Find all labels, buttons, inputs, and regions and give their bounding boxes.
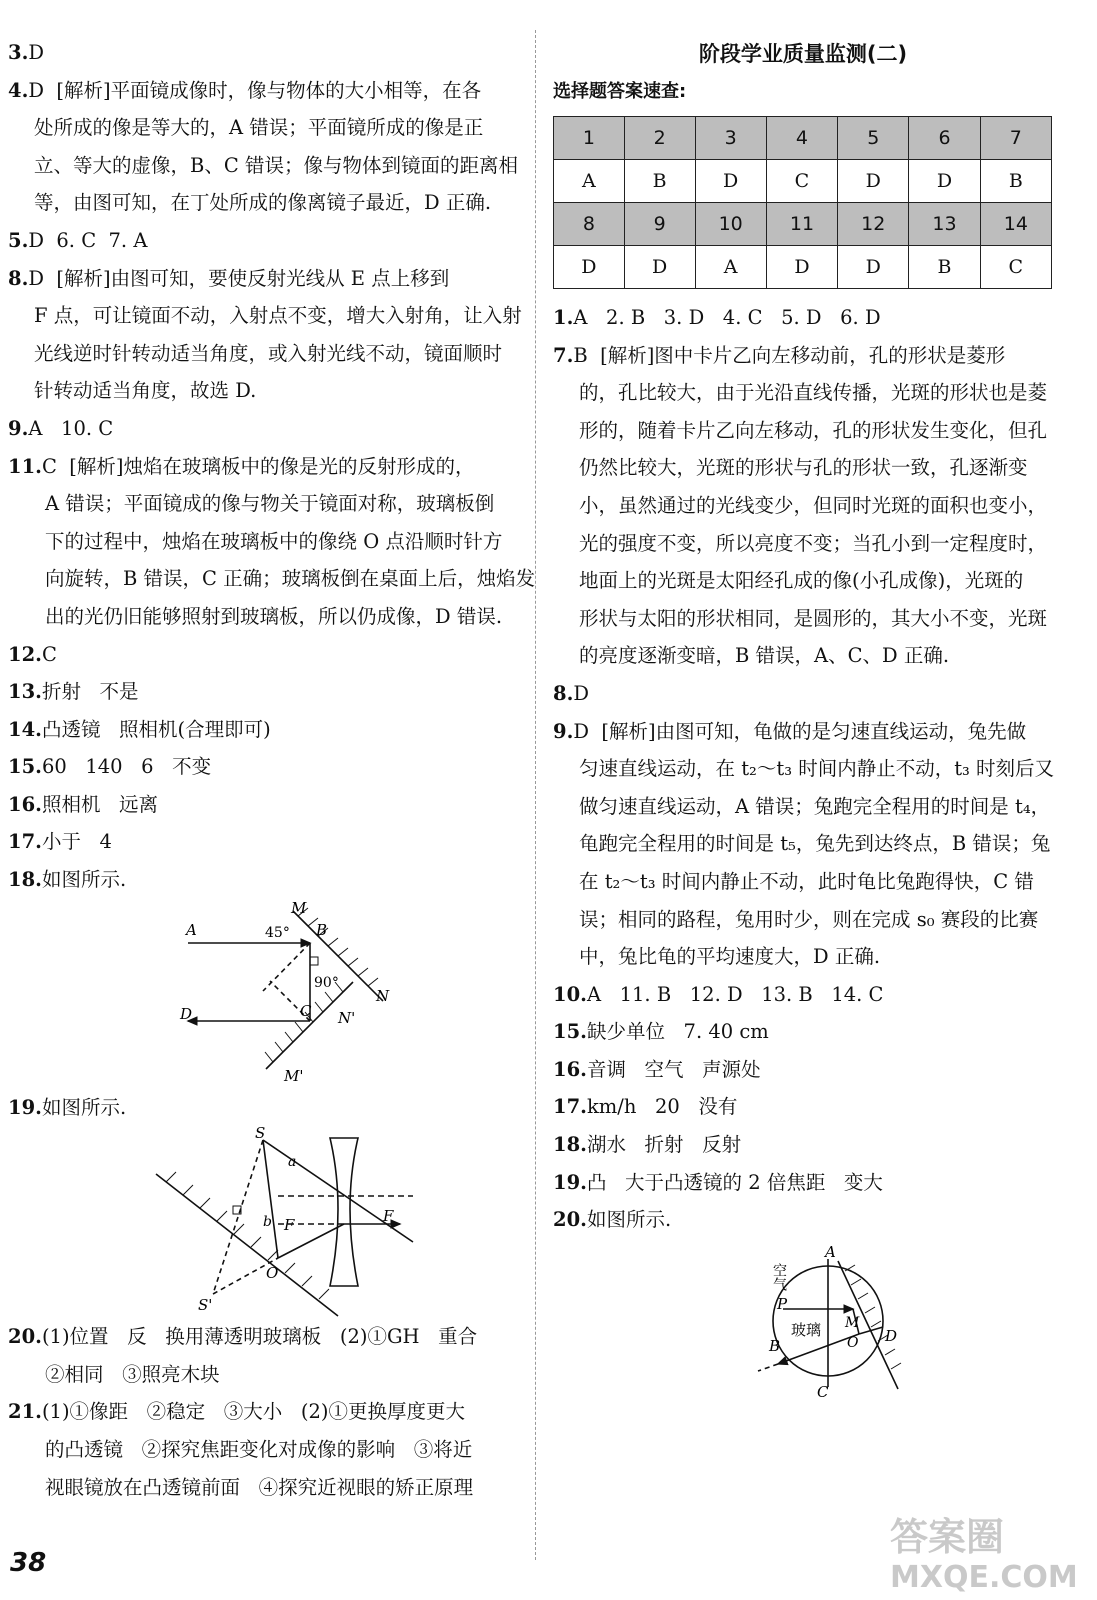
answer-text: (1)①像距 ②稳定 ③大小 (2)①更换厚度更大 xyxy=(41,1400,465,1424)
answer-text: D 6. C 7. A xyxy=(28,228,148,252)
answer-text: 形的，随着卡片乙向左移动，孔的形状发生变化，但孔 xyxy=(579,418,1048,442)
answer-text: C xyxy=(41,642,57,666)
label-F-right: F xyxy=(383,1207,394,1226)
answer-line xyxy=(553,637,1053,675)
page-number: 38 xyxy=(10,1548,47,1578)
question-number: 9. xyxy=(8,416,29,440)
table-cell: D xyxy=(695,160,766,203)
answer-text: 折射 不是 xyxy=(41,680,139,704)
answer-line xyxy=(553,675,1053,713)
table-cell: 1 xyxy=(554,117,625,160)
answer-text: km/h 20 没有 xyxy=(586,1095,738,1119)
table-cell: C xyxy=(980,246,1051,289)
answer-line xyxy=(553,863,1053,901)
answer-text: 匀速直线运动，在 t₂～t₃ 时间内静止不动，t₃ 时刻后又 xyxy=(579,757,1055,781)
question-number: 20. xyxy=(553,1208,587,1232)
answer-text: 出的光仍旧能够照射到玻璃板，所以仍成像，D 错误. xyxy=(45,604,503,628)
answer-text: 光线逆时针转动适当角度，或入射光线不动，镜面顺时 xyxy=(34,341,503,365)
figure-20 xyxy=(553,1239,1053,1399)
answer-text: A 错误；平面镜成的像与物关于镜面对称，玻璃板倒 xyxy=(45,492,495,516)
answer-line xyxy=(553,600,1053,638)
question-number: 5. xyxy=(8,228,29,252)
answer-line xyxy=(553,1051,1053,1089)
label-D: D xyxy=(180,1004,193,1023)
table-row-answers-1 xyxy=(554,160,1052,203)
answer-text: D [解析]由图可知，龟做的是匀速直线运动，兔先做 xyxy=(573,719,1027,743)
answer-line xyxy=(553,788,1053,826)
table-cell: 14 xyxy=(980,203,1051,246)
figure-19 xyxy=(8,1126,523,1318)
table-cell: 6 xyxy=(909,117,980,160)
label-M: M xyxy=(291,898,307,917)
answer-text: B [解析]图中卡片乙向左移动前，孔的形状是菱形 xyxy=(573,343,1006,367)
label-A: A xyxy=(186,920,197,939)
question-number: 7. xyxy=(553,343,574,367)
answer-line xyxy=(553,374,1053,412)
table-cell: A xyxy=(695,246,766,289)
answer-text: 如图所示. xyxy=(41,1095,127,1119)
answer-text: 误；相同的路程，兔用时少，则在完成 s₀ 赛段的比赛 xyxy=(579,907,1039,931)
table-cell: B xyxy=(980,160,1051,203)
label-A: A xyxy=(825,1242,836,1261)
answer-line xyxy=(553,938,1053,976)
refraction-diagram xyxy=(553,1239,1053,1399)
answer-text: D xyxy=(28,41,44,64)
answer-line xyxy=(553,337,1053,375)
answer-line xyxy=(8,222,523,260)
label-C: C xyxy=(817,1382,829,1399)
answer-text: 如图所示. xyxy=(41,868,127,892)
table-cell: D xyxy=(554,246,625,289)
label-F-left: F xyxy=(284,1216,295,1235)
question-number: 15. xyxy=(8,755,42,779)
right-answer-list xyxy=(553,299,1053,1239)
answer-line xyxy=(553,976,1053,1014)
label-P: P xyxy=(777,1294,788,1313)
answer-line xyxy=(553,1013,1053,1051)
question-number: 18. xyxy=(8,868,42,892)
table-cell: 2 xyxy=(624,117,695,160)
column-divider xyxy=(535,30,536,1560)
answer-line xyxy=(553,713,1053,751)
answer-text: 处所成的像是等大的，A 错误；平面镜所成的像是正 xyxy=(34,116,484,140)
answer-line xyxy=(8,147,523,185)
label-D: D xyxy=(885,1326,898,1345)
answer-line xyxy=(8,823,523,861)
table-cell: 3 xyxy=(695,117,766,160)
answer-line xyxy=(8,598,523,636)
answer-text: 等，由图可知，在丁处所成的像离镜子最近，D 正确. xyxy=(34,191,492,215)
label-C: C xyxy=(300,1001,312,1020)
answer-text: ②相同 ③照亮木块 xyxy=(45,1362,220,1386)
question-number: 11. xyxy=(8,454,42,478)
answer-text: A 2. B 3. D 4. C 5. D 6. D xyxy=(573,306,881,329)
answer-text: D [解析]平面镜成像时，像与物体的大小相等，在各 xyxy=(28,78,482,102)
answer-line xyxy=(553,449,1053,487)
question-number: 16. xyxy=(8,792,42,816)
label-angle90: 90° xyxy=(314,974,339,991)
label-glass: 玻璃 xyxy=(791,1320,822,1339)
answer-line xyxy=(8,34,523,72)
answer-text: 做匀速直线运动，A 错误；兔跑完全程用的时间是 t₄， xyxy=(579,794,1051,818)
answer-text: 向旋转，B 错误，C 正确；玻璃板倒在桌面上后，烛焰发 xyxy=(45,567,536,591)
answer-line xyxy=(8,109,523,147)
question-number: 4. xyxy=(8,78,29,102)
answer-line xyxy=(553,1126,1053,1164)
table-cell: 11 xyxy=(766,203,837,246)
answer-text: (1)位置 反 换用薄透明玻璃板 (2)①GH 重合 xyxy=(41,1325,478,1349)
answer-line xyxy=(8,1318,523,1356)
right-column xyxy=(553,34,1053,1399)
svg-text:答案圈: 答案圈 xyxy=(890,1515,1005,1559)
table-row-numbers-1 xyxy=(554,117,1052,160)
question-number: 14. xyxy=(8,717,42,741)
answer-text: F 点，可让镜面不动，入射点不变，增大入射角，让入射 xyxy=(34,304,522,328)
table-cell: 13 xyxy=(909,203,980,246)
question-number: 19. xyxy=(553,1170,587,1194)
question-number: 17. xyxy=(8,830,42,854)
answer-line xyxy=(8,1089,523,1127)
figure-18 xyxy=(8,899,523,1089)
answer-line xyxy=(8,560,536,598)
answer-text: D [解析]由图可知，要使反射光线从 E 点上移到 xyxy=(28,266,450,290)
answer-line xyxy=(553,525,1053,563)
answer-line xyxy=(8,260,523,298)
label-N: N xyxy=(376,986,390,1005)
answer-line xyxy=(553,901,1053,939)
svg-text:MXQE.COM: MXQE.COM xyxy=(890,1560,1078,1595)
label-M-prime: M' xyxy=(284,1066,304,1085)
answer-text: A 11. B 12. D 13. B 14. C xyxy=(586,982,884,1006)
answer-line xyxy=(553,1201,1053,1239)
table-cell: B xyxy=(624,160,695,203)
question-number: 1. xyxy=(553,306,574,329)
question-number: 20. xyxy=(8,1325,42,1349)
answer-text: 视眼镜放在凸透镜前面 ④探究近视眼的矫正原理 xyxy=(45,1475,474,1499)
table-cell: D xyxy=(838,246,909,289)
answer-text: 凸透镜 照相机(合理即可) xyxy=(41,717,271,741)
table-cell: 5 xyxy=(838,117,909,160)
label-air: 空气 xyxy=(771,1262,787,1291)
answer-line xyxy=(8,523,523,561)
watermark-logo xyxy=(880,1505,1090,1595)
answer-line xyxy=(8,297,523,335)
answer-text: 中，兔比龟的平均速度大，D 正确. xyxy=(579,945,881,969)
answer-text: 立、等大的虚像，B、C 错误；像与物体到镜面的距离相 xyxy=(34,153,518,177)
answer-text: 小，虽然通过的光线变少，但同时光斑的面积也变小， xyxy=(579,493,1048,517)
answer-text: 的凸透镜 ②探究焦距变化对成像的影响 ③将近 xyxy=(45,1438,473,1462)
table-cell: 4 xyxy=(766,117,837,160)
answer-text: 的亮度逐渐变暗，B 错误，A、C、D 正确. xyxy=(579,644,950,668)
answer-text: 形状与太阳的形状相同，是圆形的，其大小不变，光斑 xyxy=(579,606,1048,630)
answer-text: 在 t₂～t₃ 时间内静止不动，此时龟比兔跑得快，C 错 xyxy=(579,869,1034,893)
answer-text: 光的强度不变，所以亮度不变；当孔小到一定程度时， xyxy=(579,531,1048,555)
answer-line xyxy=(8,786,523,824)
answer-line xyxy=(8,1393,523,1431)
table-cell: C xyxy=(766,160,837,203)
label-O: O xyxy=(266,1264,279,1283)
answer-text: 音调 空气 声源处 xyxy=(586,1057,761,1081)
answer-text: 的，孔比较大，由于光沿直线传播，光斑的形状也是菱 xyxy=(579,381,1048,405)
answer-text: 缺少单位 7. 40 cm xyxy=(586,1020,769,1044)
answer-line xyxy=(8,184,523,222)
answer-text: C [解析]烛焰在玻璃板中的像是光的反射形成的， xyxy=(41,454,475,478)
table-cell: 8 xyxy=(554,203,625,246)
label-N-prime: N' xyxy=(338,1008,356,1027)
answer-text: 地面上的光斑是太阳经孔成的像(小孔成像)，光斑的 xyxy=(579,569,1024,593)
section-title: 阶段学业质量监测(二) xyxy=(698,42,908,66)
answer-text: 凸 大于凸透镜的 2 倍焦距 变大 xyxy=(586,1170,883,1194)
answer-text: A 10. C xyxy=(28,416,114,440)
answer-line xyxy=(553,1164,1053,1202)
answer-line xyxy=(8,372,523,410)
answer-text: 针转动适当角度，故选 D. xyxy=(34,379,257,403)
answer-line xyxy=(8,861,523,899)
table-cell: D xyxy=(909,160,980,203)
label-angle45: 45° xyxy=(265,924,290,941)
left-answer-list xyxy=(8,34,536,899)
question-number: 16. xyxy=(553,1057,587,1081)
question-number: 12. xyxy=(8,642,42,666)
answer-text: D xyxy=(573,681,589,705)
answer-text: 仍然比较大，光斑的形状与孔的形状一致，孔逐渐变 xyxy=(579,456,1028,480)
table-cell: 9 xyxy=(624,203,695,246)
question-number: 8. xyxy=(553,681,574,705)
answer-line xyxy=(8,485,523,523)
answer-text: 60 140 6 不变 xyxy=(41,755,212,779)
lens-diagram xyxy=(8,1126,523,1318)
answer-table xyxy=(553,116,1052,289)
table-cell: D xyxy=(624,246,695,289)
answer-line xyxy=(8,72,523,110)
question-number: 8. xyxy=(8,266,29,290)
label-O: O xyxy=(847,1334,859,1351)
answer-line xyxy=(553,825,1053,863)
answer-line xyxy=(8,711,523,749)
question-number: 9. xyxy=(553,719,574,743)
label-M: M xyxy=(845,1314,860,1331)
question-number: 17. xyxy=(553,1095,587,1119)
table-cell: 10 xyxy=(695,203,766,246)
question-number: 18. xyxy=(553,1133,587,1157)
answer-text: 湖水 折射 反射 xyxy=(586,1133,742,1157)
answer-line xyxy=(8,636,523,674)
answer-line xyxy=(8,335,523,373)
label-S-prime: S' xyxy=(198,1296,213,1315)
label-B: B xyxy=(769,1336,781,1355)
question-number: 19. xyxy=(8,1095,42,1119)
left-answer-list-2 xyxy=(8,1089,523,1127)
question-number: 15. xyxy=(553,1020,587,1044)
question-number: 21. xyxy=(8,1400,42,1424)
label-B: B xyxy=(316,920,328,939)
answer-line xyxy=(8,1431,523,1469)
mirror-reflection-diagram xyxy=(8,899,523,1089)
answer-text: 如图所示. xyxy=(586,1208,672,1232)
label-S: S xyxy=(255,1126,266,1143)
table-cell: D xyxy=(766,246,837,289)
label-a: a xyxy=(288,1154,297,1171)
table-cell: D xyxy=(838,160,909,203)
question-number: 13. xyxy=(8,680,42,704)
left-column xyxy=(8,34,536,1506)
answer-line xyxy=(553,562,1053,600)
table-row-answers-2 xyxy=(554,246,1052,289)
answer-line xyxy=(553,750,1053,788)
table-cell: 7 xyxy=(980,117,1051,160)
table-row-numbers-2 xyxy=(554,203,1052,246)
table-cell: 12 xyxy=(838,203,909,246)
answer-line xyxy=(8,673,523,711)
answer-line xyxy=(553,1088,1053,1126)
table-cell: A xyxy=(554,160,625,203)
answer-text: 龟跑完全程用的时间是 t₅，兔先到达终点，B 错误；兔 xyxy=(579,832,1051,856)
section-subtitle: 选择题答案速查: xyxy=(553,81,687,102)
answer-line xyxy=(8,1356,523,1394)
answer-text: 小于 4 xyxy=(41,830,112,854)
table-cell: B xyxy=(909,246,980,289)
answer-line xyxy=(553,299,1053,337)
answer-text: 照相机 远离 xyxy=(41,792,159,816)
answer-line xyxy=(8,448,523,486)
question-number: 10. xyxy=(553,982,587,1006)
answer-line xyxy=(553,412,1053,450)
question-number: 3. xyxy=(8,41,29,64)
answer-line xyxy=(553,487,1053,525)
answer-line xyxy=(8,748,523,786)
answer-line xyxy=(8,1469,523,1507)
answer-line xyxy=(8,410,523,448)
left-answer-list-3 xyxy=(8,1318,523,1506)
answer-text: 下的过程中，烛焰在玻璃板中的像绕 O 点沿顺时针方 xyxy=(45,529,503,553)
label-b: b xyxy=(263,1214,272,1231)
